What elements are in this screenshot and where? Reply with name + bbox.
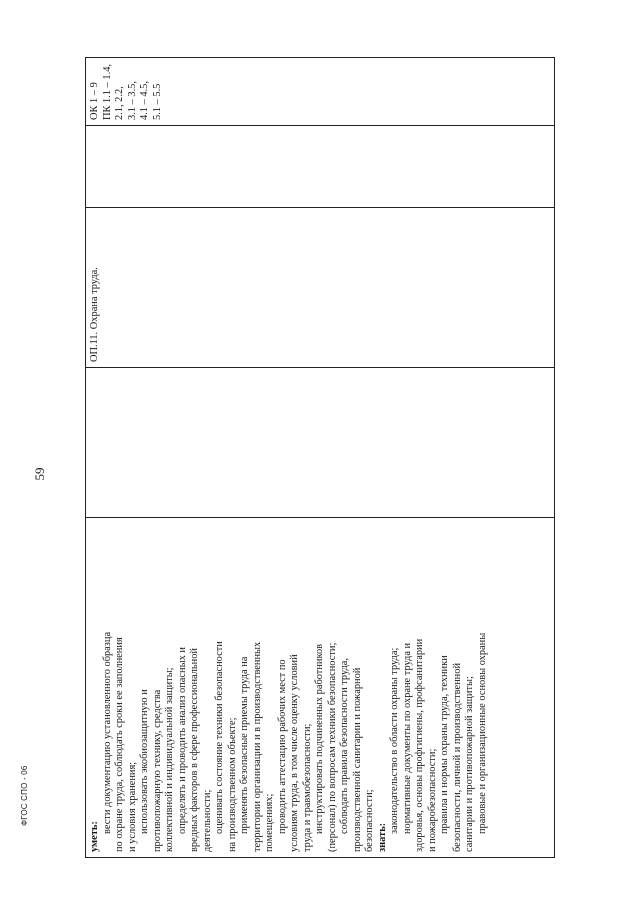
skill-line: применять безопасные приемы труда на <box>239 656 250 834</box>
skill-line: проводить аттестацию рабочих мест по <box>276 659 288 834</box>
skill-line: труда и травмобезопасности; <box>301 723 313 852</box>
skill-line: правовые и организационные основы охраны <box>476 632 488 834</box>
skill-line: определять и проводить анализ опасных и <box>176 647 188 834</box>
curriculum-table <box>85 57 555 858</box>
page-number: 59 <box>32 467 47 481</box>
subject-name: ОП.11. Охрана труда. <box>89 267 100 362</box>
skill-line: производственной санитарии и пожарной <box>351 667 363 852</box>
curriculum-table-rotated <box>85 58 555 858</box>
skill-line: на производственном объекте; <box>226 717 238 852</box>
subject-cell <box>86 208 555 368</box>
skill-line: по охране труда, соблюдать сроки ее заполнения <box>114 637 125 852</box>
skill-line: условиям труда, в том числе оценку условий <box>289 654 300 852</box>
skill-line: вредных факторов в сфере профессиональной <box>189 648 200 852</box>
skill-line: территории организации и в производственных <box>251 641 263 852</box>
skill-line: здоровья, основы профгигиены, профсанитарии <box>414 638 425 852</box>
skill-line: законодательство в области охраны труда; <box>389 647 400 834</box>
skill-line: безопасности; <box>364 789 375 852</box>
competency-line: ПК 1.1 – 1.4, <box>101 64 113 120</box>
skill-line: соблюдать правила безопасности труда, <box>339 658 350 834</box>
skills-cell <box>86 518 555 858</box>
skill-line: вести документацию установленного образца <box>101 631 113 834</box>
competency-line: 3.1 – 3.5, <box>126 81 138 120</box>
table-row <box>86 58 555 858</box>
skill-line: оценивать состояние техники безопасности <box>214 641 225 834</box>
competency-line: 2.1, 2.2, <box>114 86 125 120</box>
competencies-cell <box>86 58 555 126</box>
skill-line: коллективной и индивидуальной защиты; <box>164 667 175 852</box>
skill-line: и пожаробезопасности; <box>426 748 438 852</box>
skill-line: нормативные документы по охране труда и <box>401 642 413 834</box>
codes-cell <box>86 126 555 208</box>
skill-line: инструктировать подчиненных работников <box>314 643 325 834</box>
skill-line: противопожарную технику, средства <box>151 689 163 852</box>
footer-standard-code: ФГОС СПО - 06 <box>20 765 29 826</box>
skill-line: санитарии и противопожарной защиты; <box>464 676 475 852</box>
hours-total-cell <box>86 368 555 518</box>
skill-line: правила и нормы охраны труда, техники <box>439 655 450 834</box>
skill-line: безопасности, личной и производственной <box>451 663 463 852</box>
competency-line: 4.1 – 4.5, <box>139 81 150 120</box>
competency-line: ОК 1 – 9 <box>89 82 100 120</box>
skill-line: (персонал) по вопросам техники безопасности; <box>326 642 338 852</box>
skill-line: использовать экобиозащитную и <box>139 689 150 834</box>
section-label: знать: <box>376 822 388 852</box>
section-label: уметь: <box>89 821 100 852</box>
skill-line: деятельности; <box>201 789 213 852</box>
skill-line: помещениях; <box>264 793 275 852</box>
competency-line: 5.1 – 5.5 <box>151 83 163 120</box>
skill-line: и условия хранения; <box>126 761 138 852</box>
